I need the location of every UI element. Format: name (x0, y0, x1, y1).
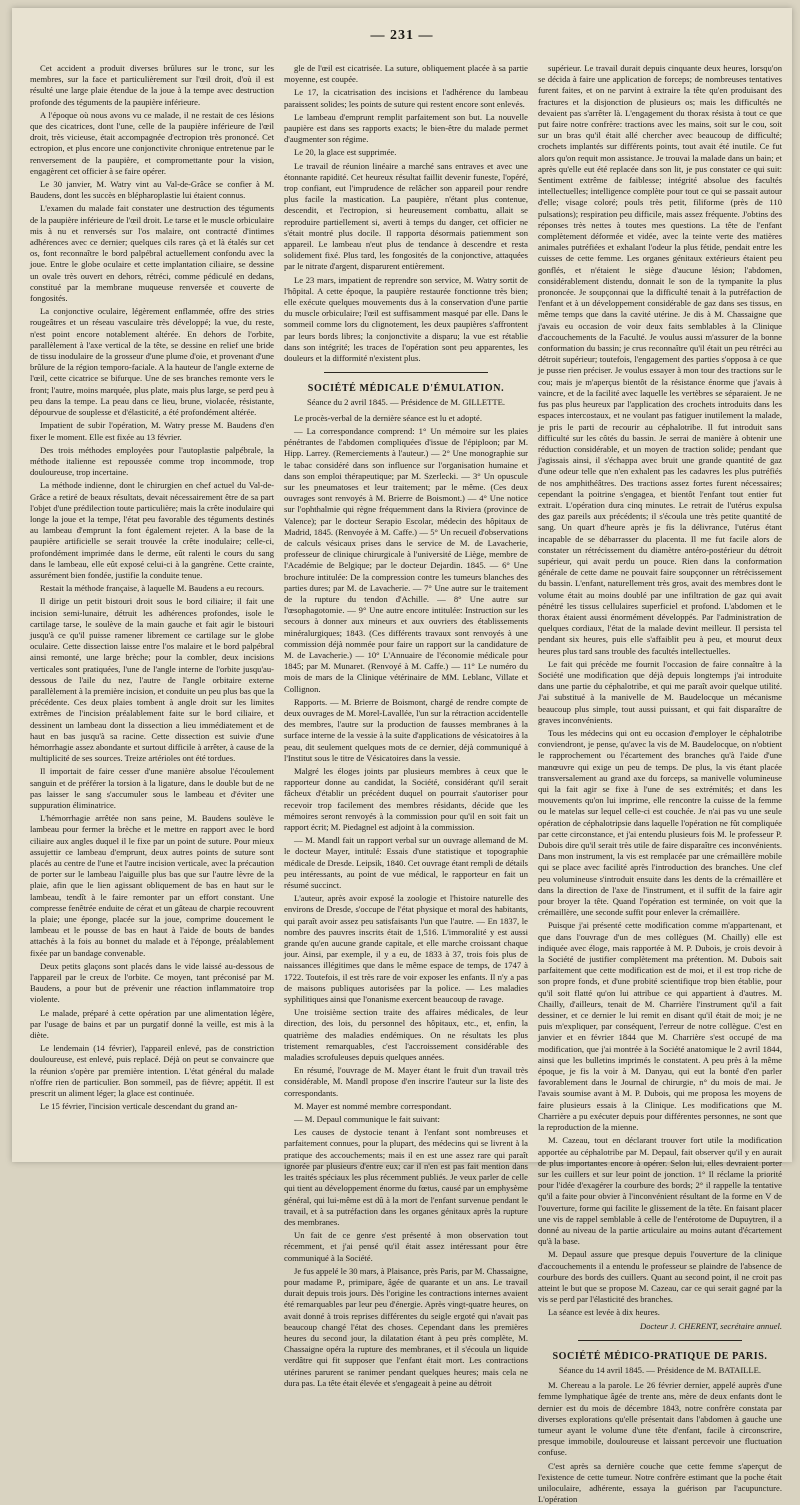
paragraph: Le malade, préparé à cette opération par une alimentation légère, par l'usage de bains et par un purgatif donné la veille, est mis à la diète. (30, 1007, 274, 1041)
paragraph: Il dirige un petit bistouri droit sous le bord ciliaire; il fait une incision semi-lunaire, détruit les adhérences profondes, isole le cartilage tarse, le soulève de la main gauche et fait agir le bistouri jusqu'à ce qu'il puisse ramener librement ce cartilage sur le globe oculaire. Cette dissection laisse entre l'os malaire et le bord palpébral ainsi remonté, une large brèche; pour la combler, deux incisions verticales sont pratiquées, l'une de l'angle interne de l'orbite jusqu'au-dessous de l'aile du nez, l'autre de l'angle orbitaire externe parallèlement à la première incision, et conduite un peu plus bas que la précédente. Ces deux plaies tombent à angle droit sur les limites extrêmes de l'incision préalablement faite sur le bord ciliaire, et dessinent un lambeau dont la dissection a lieu immédiatement et de haut en bas jusqu'à sa racine. Cette dissection est suivie d'une hémorrhagie assez abondante et surtout difficile à arrêter, à cause de la multiplicité de ses sources. Treize artérioles ont été tordues. (30, 596, 274, 764)
paragraph: Il importait de faire cesser d'une manière absolue l'écoulement sanguin et de préférer la torsion à la ligature, dans le double but de ne pas laisser le sang s'accumuler sous le lambeau et d'éviter une suppuration éliminatrice. (30, 766, 274, 810)
paragraph: Le 15 février, l'incision verticale descendant du grand an- (40, 1101, 238, 1112)
paragraph: Deux petits glaçons sont placés dans le vide laissé au-dessous de l'appareil par le creux de l'orbite. Ce moyen, tant préconisé par M. Baudens, a pour but de prévenir une réaction inflammatoire trop violente. (30, 960, 274, 1005)
section-divider (578, 1340, 742, 1341)
paragraph: M. Cazeau, tout en déclarant trouver fort utile la modification apportée au céphalotribe par M. Depaul, fait observer qu'il y en aurait de plus importantes encore à opérer. Selon lui, elles devraient porter sur les cuillers et sur leur point de jonction. 1° Il réclame la priorité pour l'idée d'exagérer la courbure des bords; 2° il rappelle la tentative qu'il a faite pour obvier à l'inconvénient résultant de la forme en V de l'ouverture, forme qui facilite le glissement de la tête. En faisant placer une vis de rappel semblable à celle de l'entérotome de Dupuytren, il a donné au niveau de la partie articulaire au moins autant d'écartement qu'à la base. (538, 1135, 782, 1247)
paragraph: L'examen du malade fait constater une destruction des téguments de la paupière inférieure de l'œil droit. Le tarse et le muscle orbiculaire mis à nu et renversés sur l'os malaire, ont contracté d'intimes adhérences avec ce dernier; quelques cils rares çà et là étalés sur cet os, font reconnaître le bord palpébral actuellement confondu avec la joue. Entre le globe oculaire et cette implantation ciliaire, se dessine un ovale très ouvert en dehors, rétréci, comme pédiculé en dedans, constitué par la membrane muqueuse renversée et couverte de fongosités. (30, 203, 274, 304)
paragraph: Les causes de dystocie tenant à l'enfant sont nombreuses et parfaitement connues, pour la plupart, des médecins qui se livrent à la pratique des accouchements; mais il en est une assez rare qui paraît ignorée par plusieurs d'entre eux; car il n'en est pas fait mention dans les traités spéciaux les plus récemment publiés. Je veux parler de celle qui tient au développement énorme du fœtus, causé par un emphysème général, qui lui-même est dû à la mort de l'enfant survenue pendant le travail, et à sa putréfaction dans les organes génitaux après la rupture des membranes. (284, 1127, 528, 1227)
paragraph: M. Mayer est nommé membre correspondant. (294, 1100, 452, 1111)
paragraph: Le procès-verbal de la dernière séance est lu et adopté. (294, 412, 483, 423)
paragraph: supérieur. Le travail durait depuis cinquante deux heures, lorsqu'on se décida à faire une application de forceps; de nombreuses tentatives furent faites, et on ne parvint à extraire la tête qu'en produisant des fractures et la disjonction de plusieurs os; mais les difficultés ne devaient pas s'arrêter là. L'engagement du thorax résista à tout ce que put faire notre confrère: tractions avec les mains, soit sur le cou, soit sur un bras qu'il était allé chercher avec beaucoup de difficulté; crochets implantés sur différents points, tout avait été inutile. Ce fut alors qu'on requit mon assistance. Je trouvai la malade dans un bain; et après qu'elle eut été replacée dans son lit, je pus constater ce qui suit: Sentiment extrême de faiblesse; intégrité absolue des facultés intellectuelles; intelligence complète pour tout ce qui se passait autour d'elle; visage coloré; pouls très petit, filiforme (près de 110 pulsations); respiration peu difficile, mais assez fréquente. J'obtins des réponses très nettes à toutes mes questions. La tête de l'enfant complètement déformée et vidée, avec la teinte verte des matières animales putréfiées et exhalant l'odeur la plus fétide, pendait entre les cuisses de cette femme. Les organes génitaux extérieurs étaient peu gonflés, et n'étaient le siège d'aucune lésion; l'abdomen, considérablement distendu, donnait le son de la tympanite la plus prononcée. Je soupçonnai que la difficulté tenait à la putréfaction de l'enfant et à un développement considérable de gaz dans ses tissus, en même temps que dans la cavité utérine. Je dis à M. Chassaigne que j'avais eu occasion de voir deux faits semblables à la Clinique d'accouchements de la Faculté. Je voulus aussi m'assurer de la bonne conformation du bassin; je crus reconnaître qu'il était un peu rétréci au détroit supérieur; toutefois, l'engagement des parties s'opposa à ce que je pusse rien préciser. Je voulus essayer à mon tour des tractions sur le cou; mais je m'aperçus bientôt de la résistance énorme que j'avais à vaincre, et de la facilité avec laquelle les vertèbres se séparaient. Je ne fus pas plus heureux par l'application des crochets introduits dans les espaces intercostaux, et ne voulant pas fatiguer inutilement la malade, je pris le parti de recourir au céphalotribe. Il fut introduit sans difficulté sur les côtés du bassin. Je serrai de manière à obtenir une réduction considérable, et un moyen de traction solide; pendant que j'agissais ainsi, il s'échappa avec bruit une grande quantité de gaz d'une odeur telle que n'en exhalent pas les cadavres les plus putréfiés de nos amphithéâtres. Des tractions assez fortes furent nécessaires; cependant la poitrine s'engagea, et bientôt l'enfant tout entier fut extrait. L'opération dura cinq minutes. Le retrait de l'utérus expulsa des gaz pareils aux précédents; il s'écoula une très petite quantité de sang. Un quart d'heure après je fis la délivrance, l'utérus étant incapable de se débarrasser du placenta. Il me fut facile alors de constater un rétrécissement du diamètre antéro-postérieur du détroit supérieur, qui avait perdu un pouce. Rien dans la conformation générale de cette dame ne pouvait faire soupçonner un rétrécissement du bassin. L'enfant, naturellement très gros, avait des membres dont le volume était au moins doublé par une infiltration de gaz qui avait pénétré les tissus cellulaires superficiel et profond. L'abdomen et le thorax étaient aussi énormément développés. Par l'administration de quelques cordiaux, l'état de la malade devint meilleur. Il persista tel pendant six heures, puis elle s'affaiblit peu à peu, et mourut deux heures plus tard sans trouble des facultés intellectuelles. (538, 63, 782, 656)
paragraph: Le travail de réunion linéaire a marché sans entraves et avec une étonnante rapidité. Cet heureux résultat faillit devenir funeste, l'opéré, trop confiant, eut l'imprudence de relâcher son appareil pour rendre plus facile la mastication. La paupière, n'étant plus contenue, descendit, et l'ectropion, si heureusement combattu, allait se reproduire partiellement si, averti à temps du danger, cet officier ne s'était montré plus docile. Il rapporta désormais patiemment son appareil. Le lambeau n'eut plus de tendance à descendre et resta solidement fixé. Plus tard, les fongosités de la conjonctive, attaquées par le nitrate d'argent, disparurent entièrement. (284, 160, 528, 272)
paragraph: L'auteur, après avoir exposé la zoologie et l'histoire naturelle des environs de Dresde, s'occupe de l'état physique et moral des habitants, qui paraît avoir assez peu satisfaisants l'un que l'autre. — En 1837, le nombre des pauvres inscrits était de 1,516. L'immoralité y est aussi grande qu'en aucune grande capitale, et elle marche croissant chaque jour. Ainsi, par exemple, il y a eu, de 1833 à 37, trois fois plus de naissances illégitimes que dans le même espace de temps, de 1747 à 1722. Toutefois, il est très rare de voir exposer les enfants. Il n'y a pas de maisons publiques autorisées par la police. — Les maladies syphilitiques ainsi que l'onanisme exercent beaucoup de ravage. (284, 893, 528, 1005)
paragraph: Un fait de ce genre s'est présenté à mon observation tout récemment, et j'ai pensé qu'il était assez intéressant pour être communiqué à la Société. (284, 1230, 528, 1263)
paragraph: Le 23 mars, impatient de reprendre son service, M. Watry sortit de l'hôpital. A cette époque, la paupière restaurée fonctionne très bien; elle exécute quelques mouvements dus à la conservation d'une partie du muscle orbiculaire; l'œil est suffisamment masqué par elle. Dans le sommeil comme lors du clignotement, les deux paupières s'affrontent par leurs bords libres; la conjonctivite a disparu; la vue est rétablie dans son intégrité; les traces de l'opération sont peu apparentes, les douleurs et la difformité n'existent plus. (284, 274, 528, 364)
paragraph: En résumé, l'ouvrage de M. Mayer étant le fruit d'un travail très considérable, M. Mandl propose d'en inscrire l'auteur sur la liste des correspondants. (284, 1065, 528, 1098)
paragraph: Tous les médecins qui ont eu occasion d'employer le céphalotribe conviendront, je pense, qu'avec la vis de M. Baudelocque, on n'obtient le rapprochement ou l'écartement des branches qu'à l'aide d'une manœuvre qui exige un peu de temps. De plus, la vis étant placée transversalement au grand axe du forceps, sa manivelle volumineuse qui la fait agir se fixe à l'une de ses extrémités; et dans les mouvements qu'on lui imprime, elle rencontre la cuisse de la femme ou le matelas sur lequel celle-ci est couchée. Je n'ai pas vu une seule opération de céphalotripsie dans laquelle l'opération ne fût compliquée par cette circonstance, et j'ai entendu plusieurs fois M. le professeur P. Dubois dire qu'il serait très utile de faire disparaître ces inconvénients. Dans mon instrument, la vis est remplacée par une crémaillère mobile qui se place avec facilité après l'introduction des branches. Une clef peu volumineuse s'introduit ensuite dans les dents de la crémaillère et dans la direction de l'axe de l'instrument, et il suffit de la faire agir pour broyer la tête. Quand l'opération est terminée, on voit que la crémaillère, une seconde suffit pour enlever la crémaillère. (538, 727, 782, 918)
paragraph: Le 30 janvier, M. Watry vint au Val-de-Grâce se confier à M. Baudens, dont les succès en blépharoplastie lui étaient connus. (30, 179, 274, 201)
paragraph: Le lendemain (14 février), l'appareil enlevé, pas de constriction douloureuse, est enlevé, puis replacé. Déjà on peut se convaincre que la réunion s'opère par première intention. L'état général du malade n'offre rien de particulier. Bon sommeil, pas de fièvre; appétit. Il est prescrit un aliment léger; la glace est continuée. (30, 1043, 274, 1099)
paragraph: La conjonctive oculaire, légèrement enflammée, offre des stries rougeâtres et un réseau vasculaire très développé; la vue, du reste, n'est point encore notablement altérée. En dehors de l'orbite, parallèlement à l'axe vertical de la tête, se dessine en relief une bride de tissu inodulaire de la grosseur d'une plume d'oie, et provenant d'une brûlure de la région temporo-faciale. A la hauteur de l'angle externe de l'œil, cette cicatrice se bifurque. Une de ses branches remonte vers le front; l'autre, moins marquée, plus plate, mais plus large, se perd peu à peu dans la tempe. La peau dans ce lieu, brune, violacée, résistante, dépourvue de souplesse et d'élasticité, a été profondément altérée. (30, 306, 274, 418)
section-subtitle-medico-pratique: Séance du 14 avril 1845. — Présidence de M. BATAILLE. (558, 1364, 762, 1375)
paragraph: Le 20, la glace est supprimée. (294, 147, 397, 158)
paragraph: A l'époque où nous avons vu ce malade, il ne restait de ces lésions que des cicatrices, dont l'une, celle de la paupière inférieure de l'œil droit, très vicieuse, était accompagnée d'ectropion très prononcé. Cet ectropion, et plus encore une conjonctivite chronique entretenue par le renversement de la paupière, et compromettante pour la vision, engagèrent cet officier à se faire opérer. (30, 109, 274, 176)
paragraph: Le fait qui précède me fournit l'occasion de faire connaître à la Société une modification que déjà depuis longtemps j'ai introduite dans une partie du céphalotribe, et qui me paraît avoir quelque utilité. J'ai substitué à la manivelle de M. Baudelocque un mécanisme beaucoup plus simple, tout aussi puissant, et qui fait disparaître de graves inconvénients. (538, 658, 782, 725)
paragraph: Des trois méthodes employées pour l'autoplastie palpébrale, la méthode italienne est repoussée comme trop incommode, trop douloureuse, trop incertaine. (30, 444, 274, 478)
paragraph: Restait la méthode française, à laquelle M. Baudens a eu recours. (40, 583, 265, 594)
secretary-signature: Docteur J. CHERENT, secrétaire annuel. (639, 1320, 782, 1331)
paragraph: Je fus appelé le 30 mars, à Plaisance, près Paris, par M. Chassaigne, pour madame P., primipare, âgée de quarante et un ans. Le travail durait depuis trois jours. Dès l'origine les contractions internes avaient été remarquables par leur peu d'énergie. Après vingt-quatre heures, on avait donné à trois reprises différentes du seigle ergoté qui n'avait pas beaucoup changé l'état des choses. Cependant dans les premières heures du second jour, la dilatation étant à peu près complète, M. Chassaigne opéra la rupture des membranes, et il s'écoula un liquide verdâtre qui fit supposer que l'enfant était mort. Les contractions utérines parurent se ranimer pendant quelques heures; mais cela ne dura pas. La tête était élevée et s'engageait à peine au détroit (284, 1265, 528, 1388)
paragraph: — M. Depaul communique le fait suivant: (294, 1114, 440, 1125)
paragraph: Rapports. — M. Brierre de Boismont, chargé de rendre compte de deux ouvrages de M. Morel-Lavallée, l'un sur la rétraction accidentelle des membres, l'autre sur la production de fausses membranes à la surface interne de la vessie à la suite d'applications de vésicatoires à la peau, dit seulement quelques mots de ce dernier, déjà communiqué à l'Institut sous le titre de Vésicatoires dans la vessie. (284, 696, 528, 763)
paragraph: M. Chereau a la parole. Le 26 février dernier, appelé auprès d'une femme lymphatique âgée de trente ans, mère de deux enfants dont le dernier est du mois de décembre 1843, notre confrère constata par diverses explorations qu'elle présentait dans l'abdomen à gauche une tumeur ayant le volume d'une tête d'enfant, facile à circonscrire, presque immobile, douloureuse et laissant percevoir une fluctuation confuse. (538, 1380, 782, 1458)
column-middle (284, 63, 528, 1388)
page-number: — 231 — (370, 28, 434, 43)
paragraph: Une troisième section traite des affaires médicales, de leur direction, des lois, du personnel des hôpitaux, etc., et, enfin, la quatrième des maladies endémiques. On ne résultats les plus tristement remarquables, c'est l'accroissement considérable des maladies scrofuleuses depuis quelques années. (284, 1007, 528, 1063)
paragraph: — M. Mandl fait un rapport verbal sur un ouvrage allemand de M. le docteur Mayer, intitulé: Essais d'une statistique et topographie médicale de Dresde. Leipsik, 1840. Cet ouvrage étant rempli de détails peu intéressants, au point de vue médical, le rapporteur en fait un résumé succinct. (284, 835, 528, 891)
paragraph: M. Depaul assure que presque depuis l'ouverture de la clinique d'accouchements il a entendu le professeur se plaindre de l'absence de courbure des bords des cuillers. Quant au second point, il ne croit pas atteint le but que se propose M. Cazeau, car ce qui serait gagné par la vis se perd par l'élasticité des branches. (538, 1249, 782, 1305)
column-left (30, 63, 274, 1148)
paragraph: La méthode indienne, dont le chirurgien en chef actuel du Val-de-Grâce a retiré de beaux résultats, devait nécessairement être de sa part l'objet d'une prédilection toute particulière; mais la crête inodulaire qui longe la joue et la tempe, l'état peu favorable des téguments destinés au lambeau d'emprunt la font également rejeter. A la base de la paupière artificielle se serait trouvée la crête inodulaire; celle-ci, profondément imprimée dans le derme, eût ralenti le cours du sang dans le lambeau, elle eût exposé celui-ci à la gangrène. Cette crainte, assurément bien fondée, justifie la conduite tenue. (30, 480, 274, 580)
paragraph: Cet accident a produit diverses brûlures sur le tronc, sur les membres, sur la face et particulièrement sur l'œil droit, d'où il est résulté une large plaie étendue de la joue à la tempe avec destruction profonde des téguments de la paupière inférieure. (30, 63, 274, 107)
paragraph: La séance est levée à dix heures. (548, 1307, 660, 1318)
paragraph: Le 17, la cicatrisation des incisions et l'adhérence du lambeau paraissent solides; les points de suture qui restent encore sont enlevés. (284, 87, 528, 109)
section-title-medico-pratique: SOCIÉTÉ MÉDICO-PRATIQUE DE PARIS. (552, 1350, 768, 1362)
journal-page (12, 8, 792, 1505)
paragraph: Impatient de subir l'opération, M. Watry presse M. Baudens d'en fixer le moment. Elle est fixée au 13 février. (30, 420, 274, 442)
paragraph: L'hémorrhagie arrêtée non sans peine, M. Baudens soulève le lambeau pour fermer la brèche et le mettre en rapport avec le bord ciliaire aux angles duquel il le fixe par un point de suture. Pour mieux assujettir ce lambeau d'emprunt, deux autres points de suture sont placés au centre de l'une et l'autre incision verticale, avec la précaution de porter sur le lambeau l'aiguille plus bas que sur l'autre lèvre de la plaie, afin que le lien agissant obliquement de bas en haut sur le lambeau, tendît à le faire remonter par un effort constant. Une compresse fenêtrée enduite de cérat et un gâteau de charpie recouvrent la plaie; une éponge, placée sur la joue, comprime doucement le lambeau et le pousse de bas en haut à l'aide de bouts de bandes attachés à la fois au bonnet du malade et à l'éponge, préalablement fixée par un bandage convenable. (30, 813, 274, 958)
paragraph: Puisque j'ai présenté cette modification comme m'appartenant, et que dans l'ouvrage d'un de mes collègues (M. Chailly) elle est indiquée avec éloge, mais rapportée à M. P. Dubois, je crois devoir à la Société de justifier complètement ma prétention. M. Dubois sait parfaitement que cette modification est de moi, et il est trop riche de son propre fonds, et d'une probité scientifique trop bien établie, pour qu'il soit flatté qu'on lui attribue ce qui appartient à d'autres. M. Chailly, d'ailleurs, tenait de M. Charrière l'instrument qu'il a fait dessiner, et ce dernier le lui remit en disant qu'il était de moi; je ne puis m'expliquer, par conséquent, l'erreur de notre collègue. C'est en janvier et en février 1844 que M. Charrière s'est occupé de ma modification, que j'ai montrée à la Société anatomique le 2 avril 1844, ainsi que les bulletins imprimés le constatent. A peu près à la même époque, je fis la voir à M. Danyau, qui eut la bonté d'en parler favorablement dans le Journal de chirurgie, n° du mois de mai. Je l'avais soumise avant à M. P. Dubois, qui me proposa les moyens de faire plusieurs essais à la Clinique. Les modifications que M. Charrière a pu exécuter depuis pour différentes personnes, ne sont que la reproduction de la mienne. (538, 920, 782, 1133)
paragraph: C'est après sa dernière couche que cette femme s'aperçut de l'existence de cette tumeur. Notre confrère estimant que la poche était uniloculaire, adhérente, essaya la guérison par l'acupuncture. L'opération (538, 1460, 782, 1505)
section-subtitle-emulation: Séance du 2 avril 1845. — Présidence de M. GILLETTE. (306, 397, 506, 408)
paragraph: — La correspondance comprend: 1° Un mémoire sur les plaies pénétrantes de l'abdomen compliquées d'issue de l'épiploon; par M. Hipp. Larrey. (Remerciements à l'auteur.) — 2° Une monographie sur le tabac considéré dans son influence sur l'organisation humaine et dans son emploi thérapeutique; par M. Szerlecki. — 3° Un opuscule sur les pneumatoses et leur traitement; par le même. (Ces deux ouvrages sont renvoyés à M. Brierre de Boismont.) — 4° Une notice sur l'ophthalmie qui règne fréquemment dans la Riviera (province de Valence); par le docteur Serapio Escolar, médecin des hôpitaux de Madrid, 1845. (Renvoyée à M. Caffe.) — 5° Un recueil d'observations de calculs vésicaux prises dans le service de M. de Lavacherie, professeur de clinique chirurgicale à l'université de Liège, membre de l'Académie de Belgique; par le docteur Dejardin. 1845. — 6° Une brochure intitulée: De la compression contre les tumeurs blanches des parties dures; par M. de Lavacherie. — 7° Une autre sur le traitement de la rupture du tendon d'Achille. — 8° Une autre sur l'œsophagotomie. — 9° Une autre encore intitulée: Instruction sur les secours à donner aux mineurs et aux ouvriers des établissements minéralurgiques; 1843. (Ces différents travaux sont renvoyés à une commission déjà nommée pour faire un rapport sur la candidature de M. de Lavacherie.) — 10° L'Annuaire de l'économie médicale pour 1845; par M. Munaret. (Renvoyé à M. Caffe.) — 11° Le numéro du mois de mars de la Clinique vétérinaire de MM. Leblanc, Villate et Collignon. (284, 425, 528, 694)
section-divider (324, 372, 488, 373)
column-right (538, 63, 782, 1505)
paragraph: Le lambeau d'emprunt remplit parfaitement son but. La nouvelle paupière est dans ses rapports exacts; le bien-être du malade permet d'augmenter son régime. (284, 111, 528, 145)
paragraph: Malgré les éloges joints par plusieurs membres à ceux que le rapporteur donne au candidat, la Société, considérant qu'il serait fâcheux d'établir un précédent duquel on pourrait s'autoriser pour recevoir trop facilement des membres résidants, décide que les mémoires seront renvoyés à la commission pour qu'il en soit fait un rapport écrit; M. Piedagnel est adjoint à la commission. (284, 765, 528, 832)
section-title-emulation: SOCIÉTÉ MÉDICALE D'ÉMULATION. (307, 383, 505, 395)
paragraph: gle de l'œil est cicatrisée. La suture, obliquement placée à sa partie moyenne, est coupée. (284, 63, 528, 85)
